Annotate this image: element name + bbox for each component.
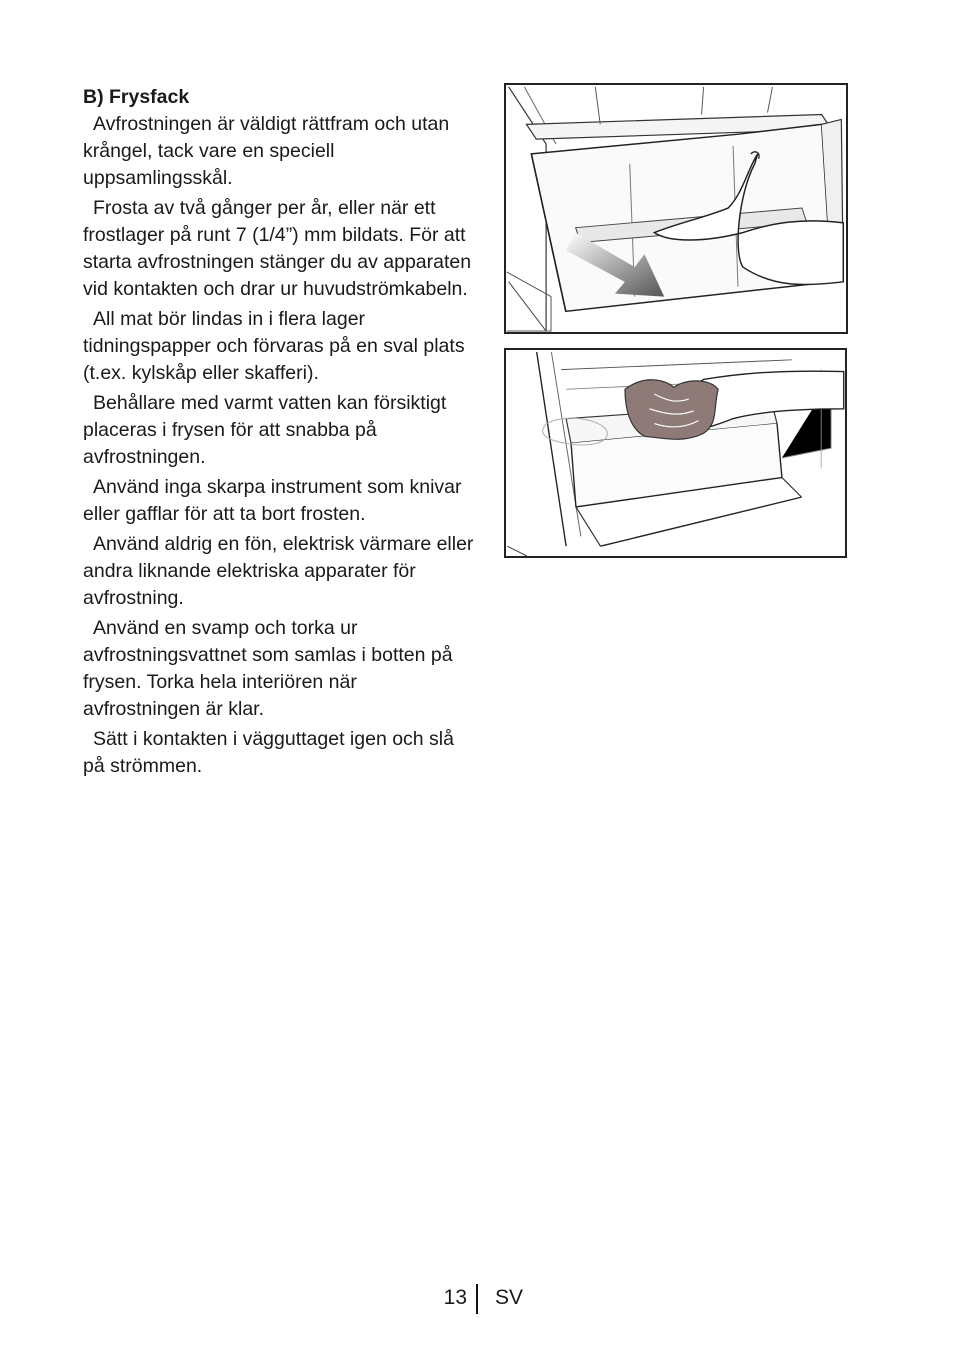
- footer-divider: [476, 1284, 478, 1314]
- page-number: 13: [443, 1286, 467, 1309]
- page-footer: [0, 1284, 954, 1314]
- wipe-cloth-icon: [506, 350, 845, 556]
- paragraph-4: Behållare med varmt vatten kan försiktigt placeras i frysen för att snabba på avfrostningen.: [83, 392, 447, 468]
- language-code: SV: [495, 1286, 524, 1309]
- section-heading: B) Frysfack: [83, 86, 190, 108]
- paragraph-2: Frosta av två gånger per år, eller när ett frostlager på runt 7 (1/4”) mm bildats. För att starta avfrostningen stänger du av apparaten vid kontakten och drar ur huvudströmkabeln.: [83, 197, 472, 300]
- main-text-column: [83, 84, 478, 783]
- paragraph-5: Använd inga skarpa instrument som knivar eller gafflar för att ta bort frosten.: [83, 476, 462, 525]
- paragraph-7: Använd en svamp och torka ur avfrostningsvattnet som samlas i botten på frysen. Torka hela interiören när avfrostningen är klar.: [83, 617, 453, 720]
- paragraph-3: All mat bör lindas in i flera lager tidningspapper och förvaras på en sval plats (t.ex. kylskåp eller skafferi).: [83, 308, 465, 384]
- drawer-pull-illustration: [504, 83, 848, 334]
- paragraph-1: Avfrostningen är väldigt rättfram och utan krångel, tack vare en speciell uppsamlingsskål.: [83, 113, 450, 189]
- paragraph-6: Använd aldrig en fön, elektrisk värmare eller andra liknande elektriska apparater för avfrostning.: [83, 533, 474, 609]
- drawer-pull-icon: [506, 85, 846, 332]
- wipe-cloth-illustration: [504, 348, 847, 558]
- paragraph-8: Sätt i kontakten i vägguttaget igen och slå på strömmen.: [83, 728, 454, 777]
